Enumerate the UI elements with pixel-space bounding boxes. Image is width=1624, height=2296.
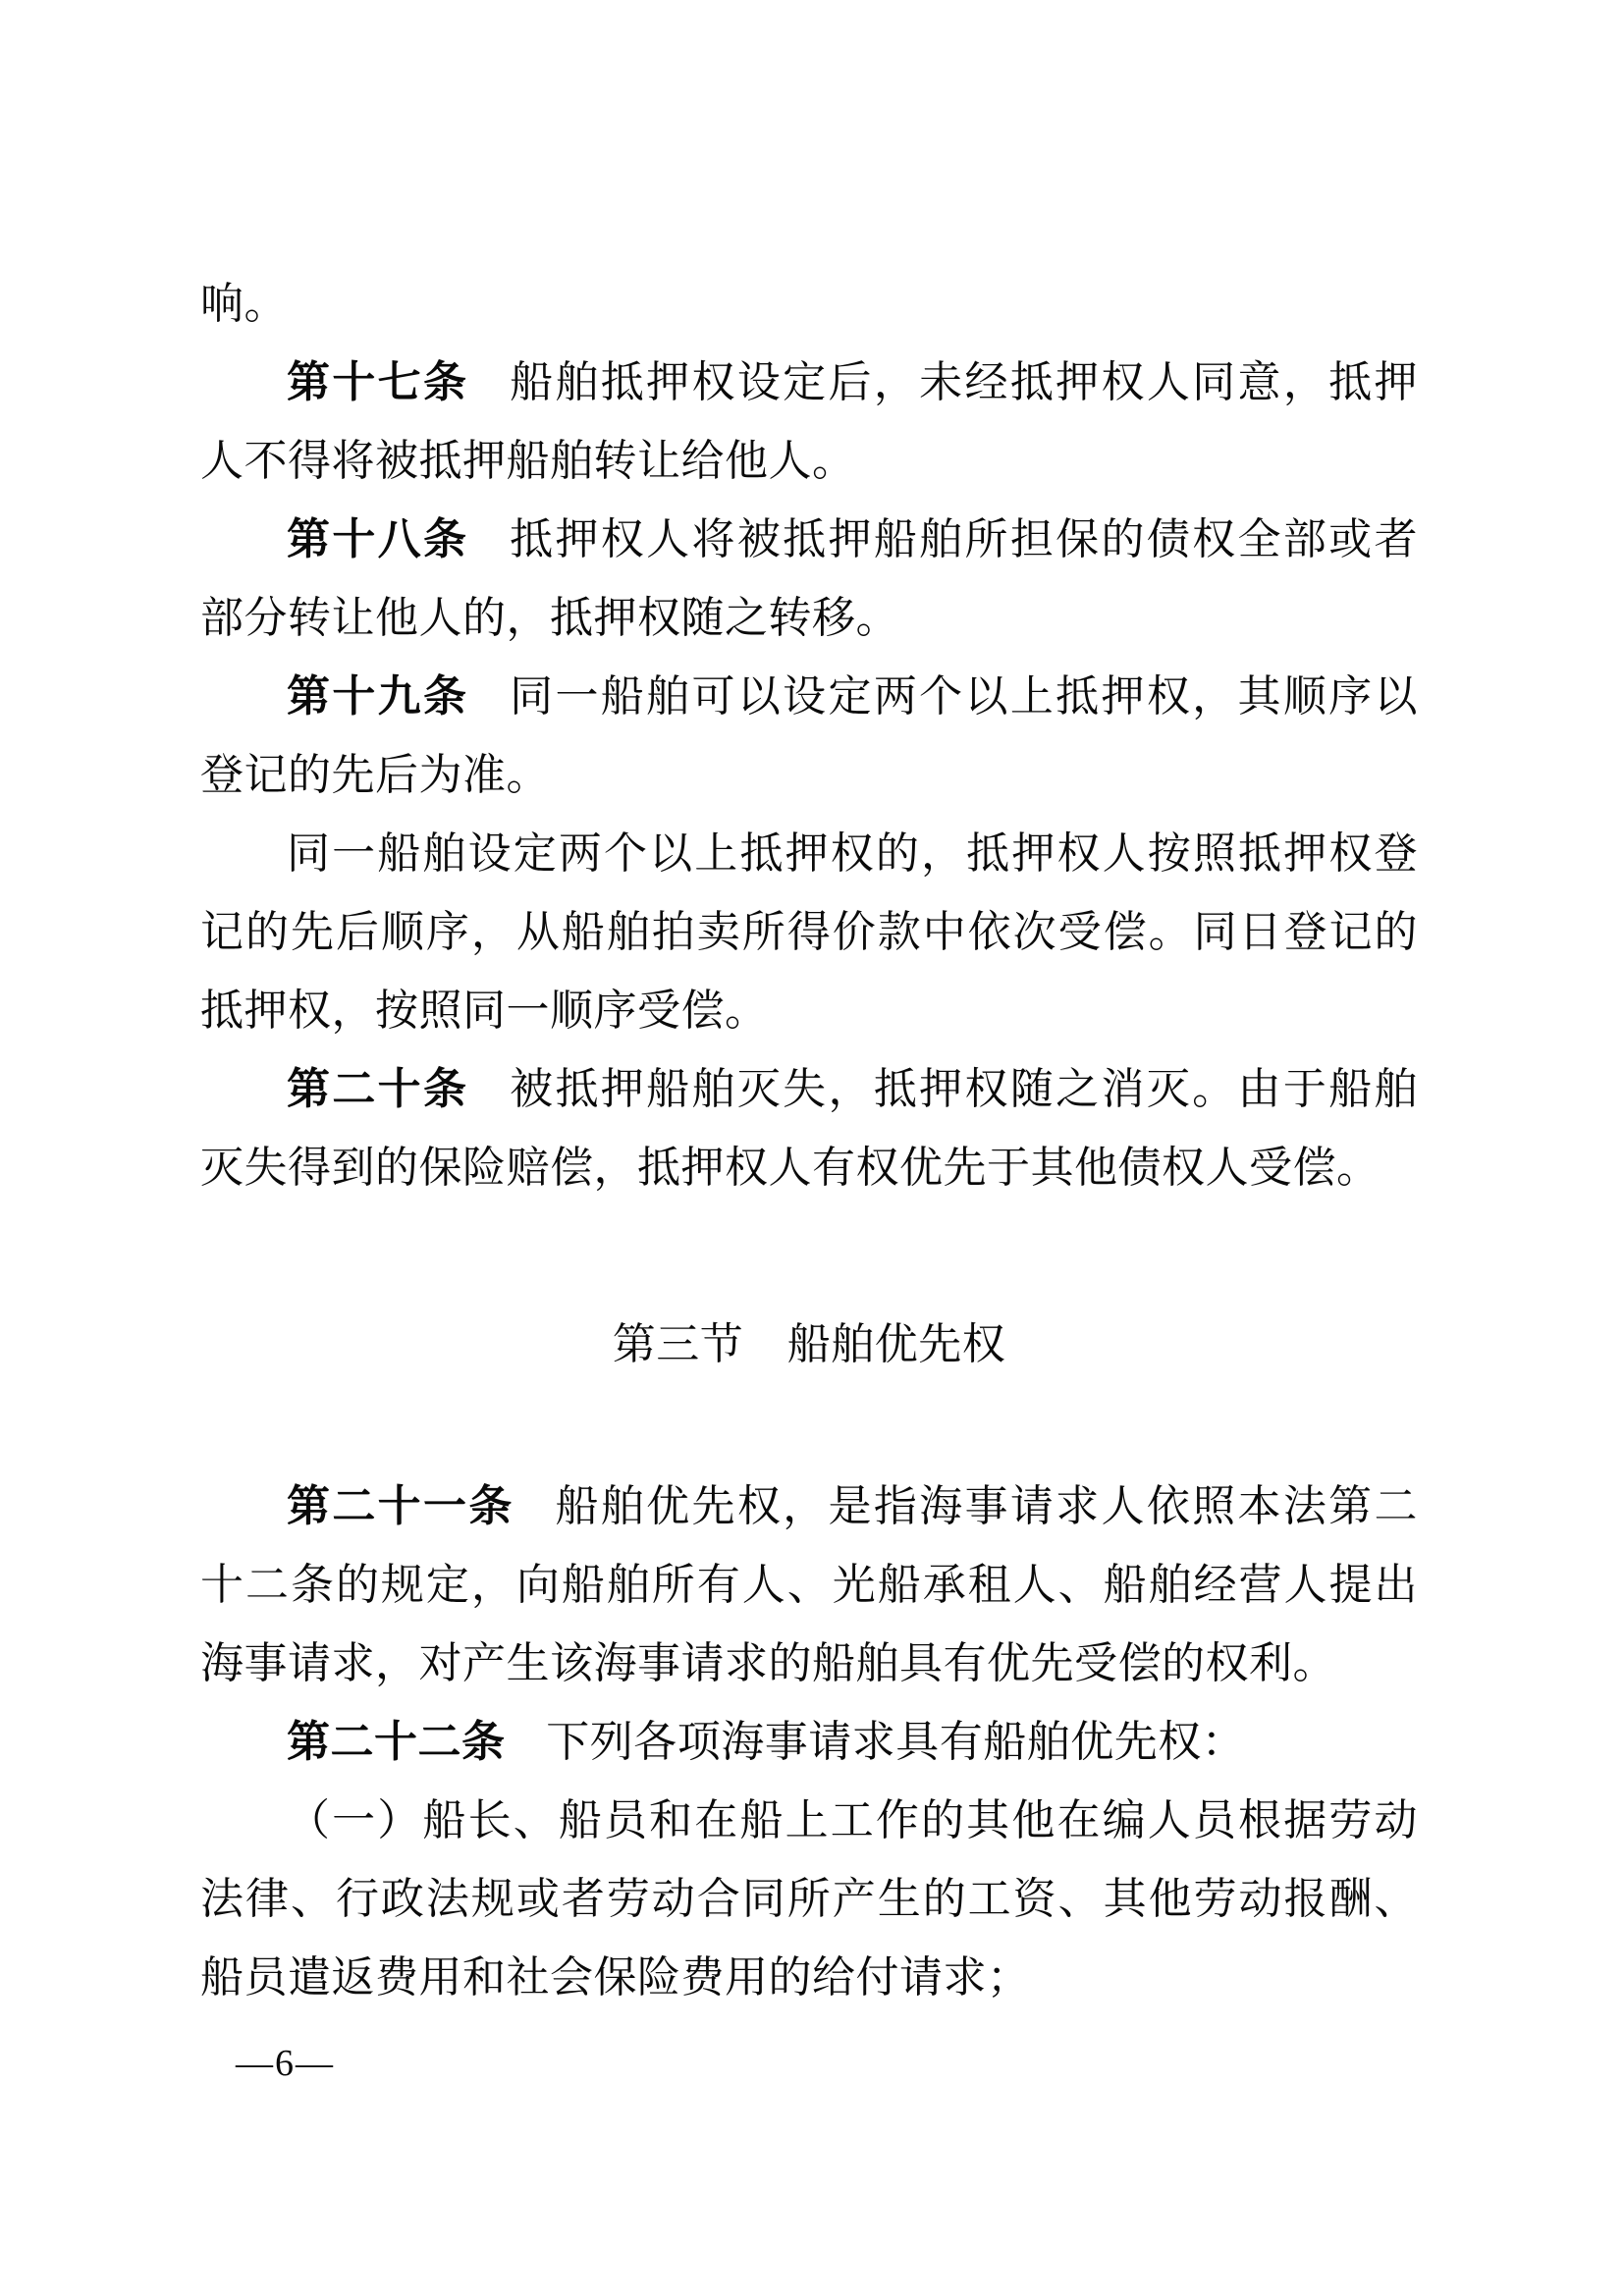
article-text: 抵押权人将被抵押船舶所担保的债权全部或者部分转让他人的，抵押权随之转移。 bbox=[200, 515, 1419, 642]
article-number-label: 第二十二条 bbox=[287, 1718, 506, 1766]
article-paragraph bbox=[200, 265, 1418, 344]
article-number-label: 第二十条 bbox=[287, 1065, 469, 1113]
article-paragraph bbox=[200, 815, 1418, 1050]
article-text: 被抵押船舶灭失，抵押权随之消灭。由于船舶灭失得到的保险赔偿，抵押权人有权优先于其他债权人受偿。 bbox=[200, 1065, 1419, 1192]
article-text: 同一船舶设定两个以上抵押权的，抵押权人按照抵押权登记的先后顺序，从船舶拍卖所得价款中依次受偿。同日登记的抵押权，按照同一顺序受偿。 bbox=[200, 829, 1418, 1035]
article-paragraph bbox=[200, 1468, 1418, 1703]
article-paragraph bbox=[200, 658, 1418, 815]
article-number-label: 第十七条 bbox=[287, 358, 469, 406]
article-text: 下列各项海事请求具有船舶优先权： bbox=[546, 1718, 1246, 1766]
article-text: 同一船舶可以设定两个以上抵押权，其顺序以登记的先后为准。 bbox=[200, 672, 1419, 799]
article-paragraph bbox=[200, 1703, 1418, 1782]
article-text: 响。 bbox=[200, 280, 288, 328]
article-number-label: 第二十一条 bbox=[287, 1482, 514, 1530]
article-paragraph bbox=[200, 501, 1418, 658]
article-text: 船舶抵押权设定后，未经抵押权人同意，抵押人不得将被抵押船舶转让给他人。 bbox=[200, 358, 1419, 485]
section-heading: 第三节 船舶优先权 bbox=[612, 1320, 1006, 1368]
article-text: 船舶优先权，是指海事请求人依照本法第二十二条的规定，向船舶所有人、光船承租人、船舶经营人提出海事请求，对产生该海事请求的船舶具有优先受偿的权利。 bbox=[200, 1482, 1419, 1687]
article-paragraph bbox=[200, 1782, 1418, 2017]
article-number-label: 第十九条 bbox=[287, 672, 469, 721]
article-paragraph bbox=[200, 344, 1418, 501]
page-number: —6— bbox=[236, 2043, 335, 2084]
article-paragraph bbox=[200, 1050, 1418, 1207]
article-text: （一）船长、船员和在船上工作的其他在编人员根据劳动法律、行政法规或者劳动合同所产生的工资、其他劳动报酬、船员遣返费用和社会保险费用的给付请求； bbox=[200, 1796, 1418, 2002]
document-body bbox=[200, 265, 1418, 2017]
article-number-label: 第十八条 bbox=[287, 515, 469, 563]
